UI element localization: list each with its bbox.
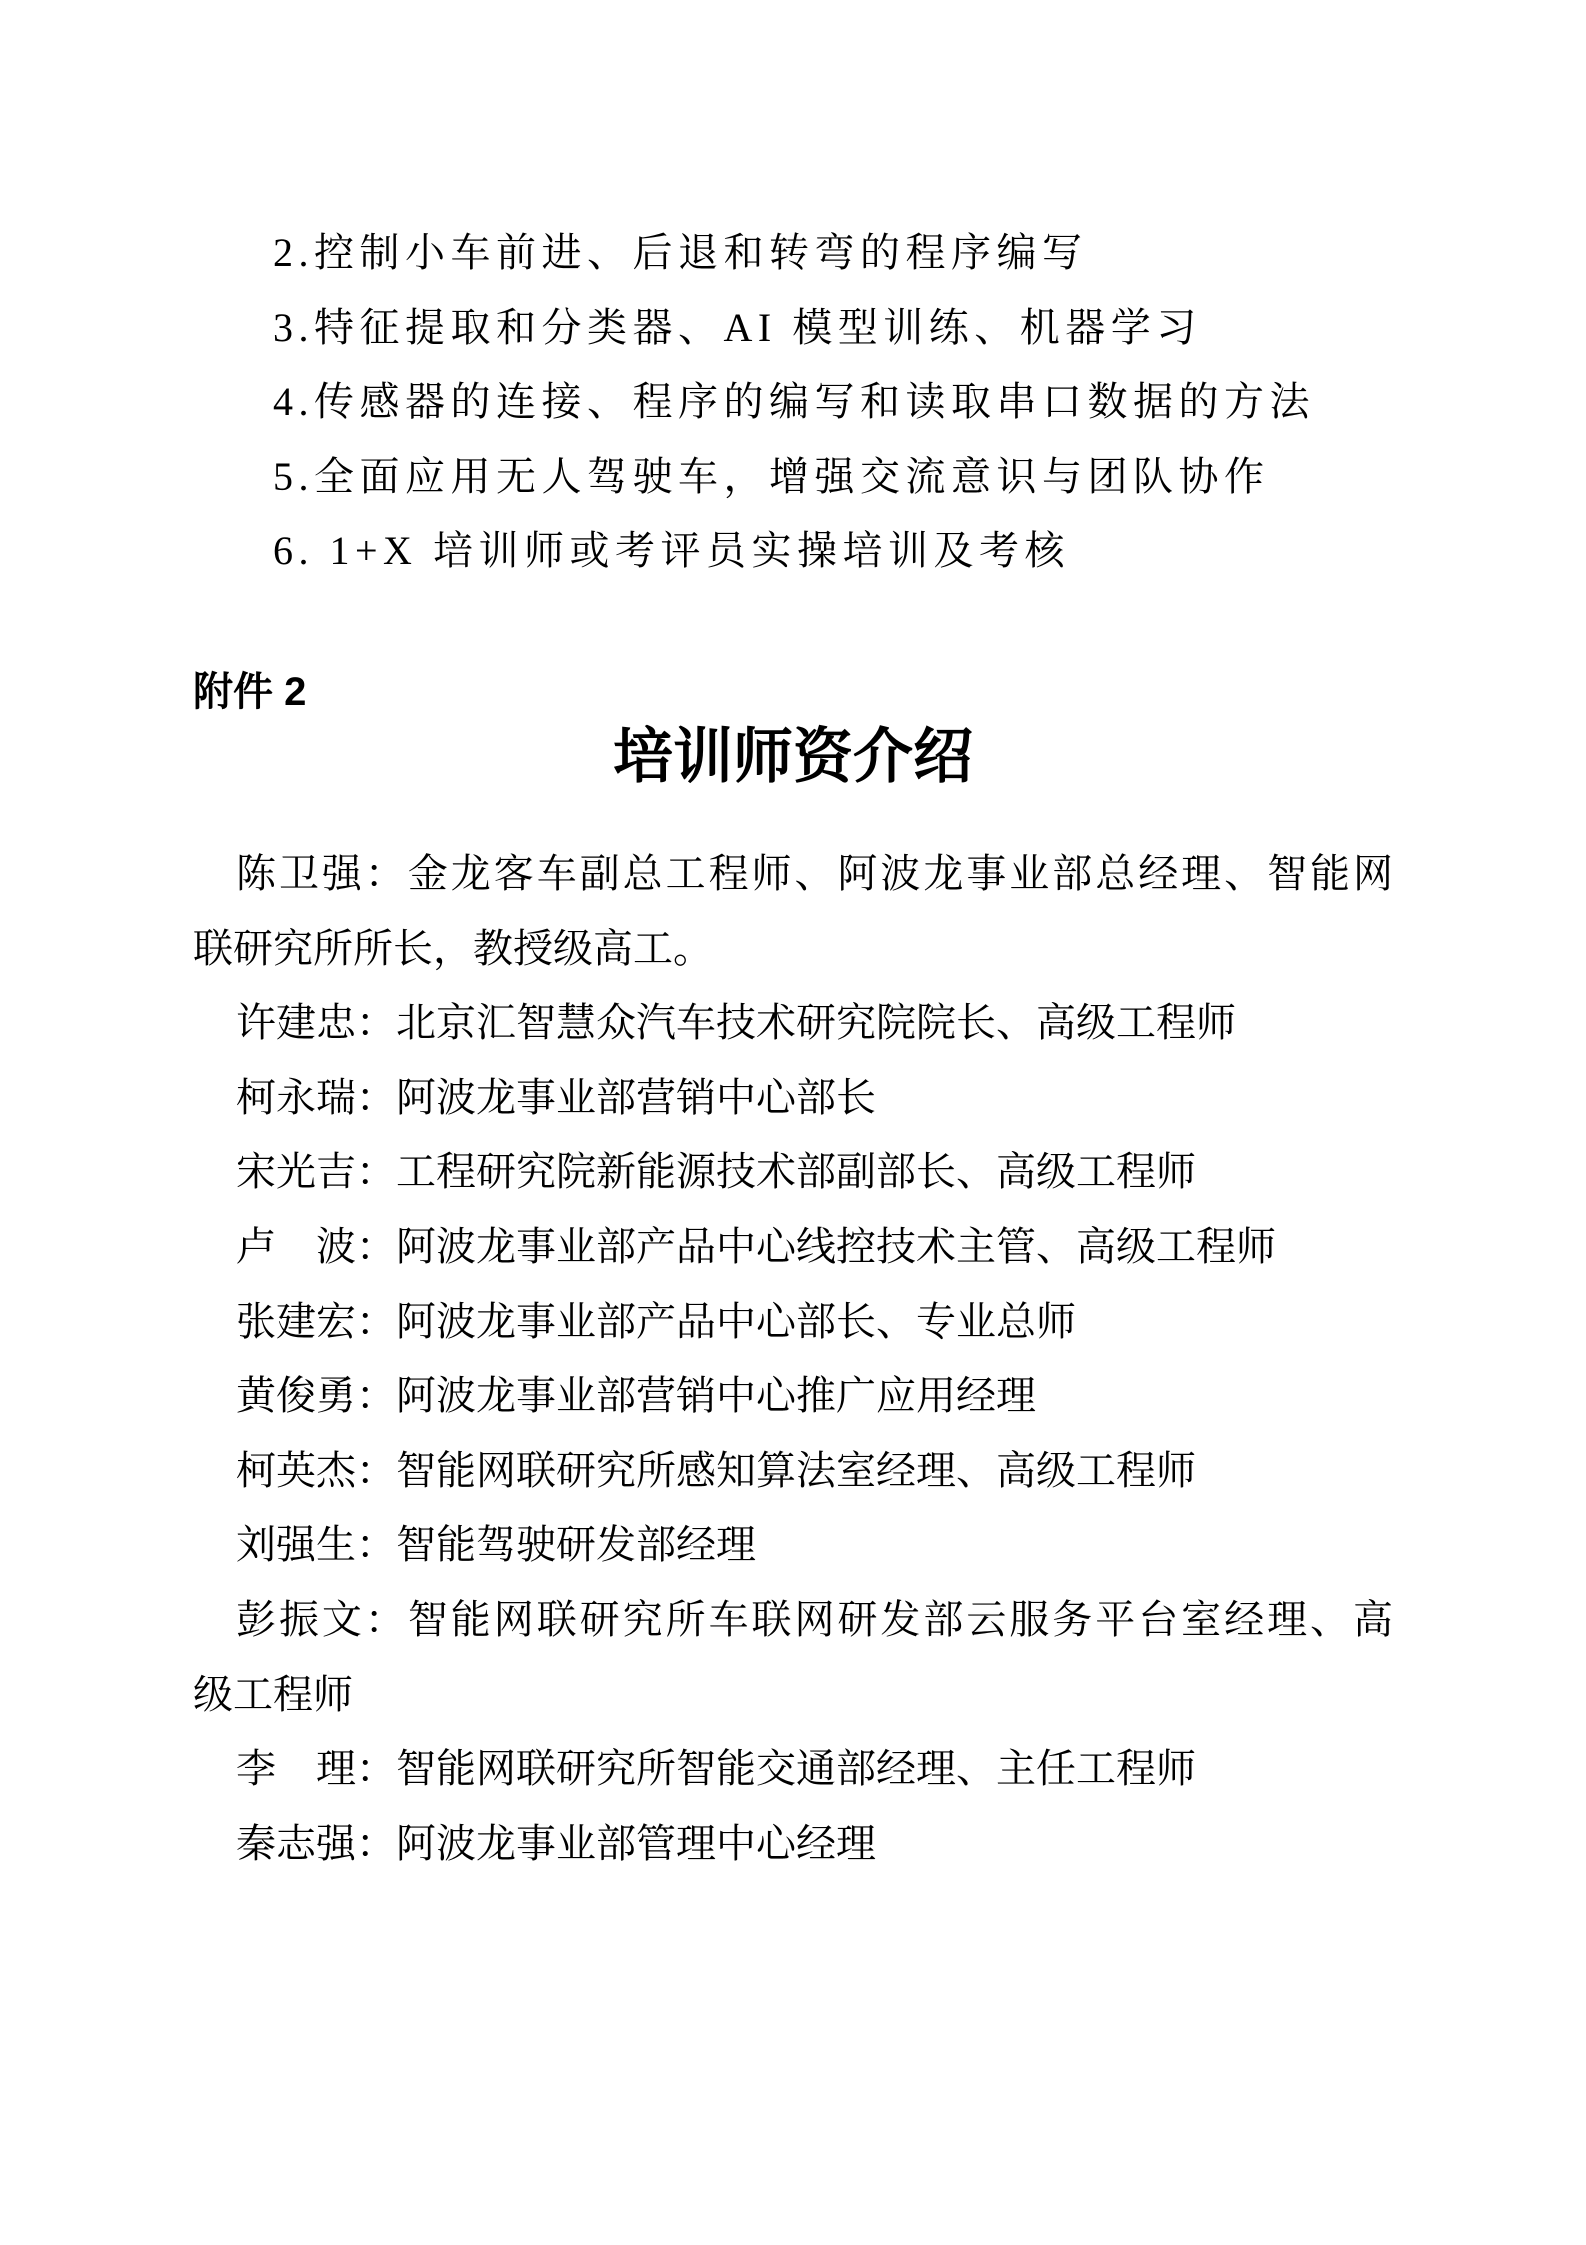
faculty-entry — [193, 1732, 1393, 1807]
faculty-entry-line: 柯永瑞：阿波龙事业部营销中心部长 — [236, 1074, 876, 1120]
faculty-entry — [193, 1210, 1393, 1285]
faculty-entry — [193, 1359, 1393, 1434]
faculty-entry — [193, 986, 1393, 1061]
faculty-entry — [193, 837, 1393, 986]
attachment-label: 附件 2 — [193, 670, 307, 714]
course-list — [193, 216, 1393, 589]
faculty-entry-line: 级工程师 — [193, 1671, 353, 1717]
faculty-entry-line: 宋光吉：工程研究院新能源技术部副部长、高级工程师 — [236, 1149, 1196, 1195]
course-item-4: 4.传感器的连接、程序的编写和读取串口数据的方法 — [273, 379, 1315, 425]
faculty-entry — [193, 1508, 1393, 1583]
faculty-entry — [193, 1135, 1393, 1210]
course-item-5: 5.全面应用无人驾驶车，增强交流意识与团队协作 — [273, 453, 1270, 499]
faculty-entry-line: 卢 波：阿波龙事业部产品中心线控技术主管、高级工程师 — [236, 1223, 1276, 1269]
course-item-2: 2.控制小车前进、后退和转弯的程序编写 — [273, 230, 1088, 275]
course-item-3: 3.特征提取和分类器、AI 模型训练、机器学习 — [273, 304, 1202, 350]
faculty-entry — [193, 1583, 1393, 1732]
faculty-entry-line: 李 理：智能网联研究所智能交通部经理、主任工程师 — [236, 1746, 1196, 1792]
page-title: 培训师资介绍 — [613, 723, 973, 790]
faculty-entry — [193, 1061, 1393, 1136]
faculty-entry-line: 刘强生：智能驾驶研发部经理 — [236, 1522, 756, 1568]
faculty-entry-line: 秦志强：阿波龙事业部管理中心经理 — [236, 1820, 876, 1866]
faculty-entry-line: 柯英杰：智能网联研究所感知算法室经理、高级工程师 — [236, 1447, 1196, 1493]
faculty-entry-line: 张建宏：阿波龙事业部产品中心部长、专业总师 — [236, 1298, 1076, 1344]
course-item-6: 6. 1+X 培训师或考评员实操培训及考核 — [273, 528, 1070, 574]
faculty-entry-line: 黄俊勇：阿波龙事业部营销中心推广应用经理 — [236, 1373, 1036, 1419]
faculty-entry-line: 陈卫强：金龙客车副总工程师、阿波龙事业部总经理、智能网 — [236, 851, 1393, 896]
faculty-entry-line: 许建忠：北京汇智慧众汽车技术研究院院长、高级工程师 — [236, 1000, 1236, 1046]
faculty-entry-line: 彭振文：智能网联研究所车联网研发部云服务平台室经理、高 — [236, 1596, 1393, 1642]
faculty-entry — [193, 1807, 1393, 1882]
faculty-entry-line: 联研究所所长，教授级高工。 — [193, 925, 713, 971]
faculty-list — [193, 837, 1393, 1881]
faculty-entry — [193, 1285, 1393, 1360]
faculty-entry — [193, 1434, 1393, 1509]
